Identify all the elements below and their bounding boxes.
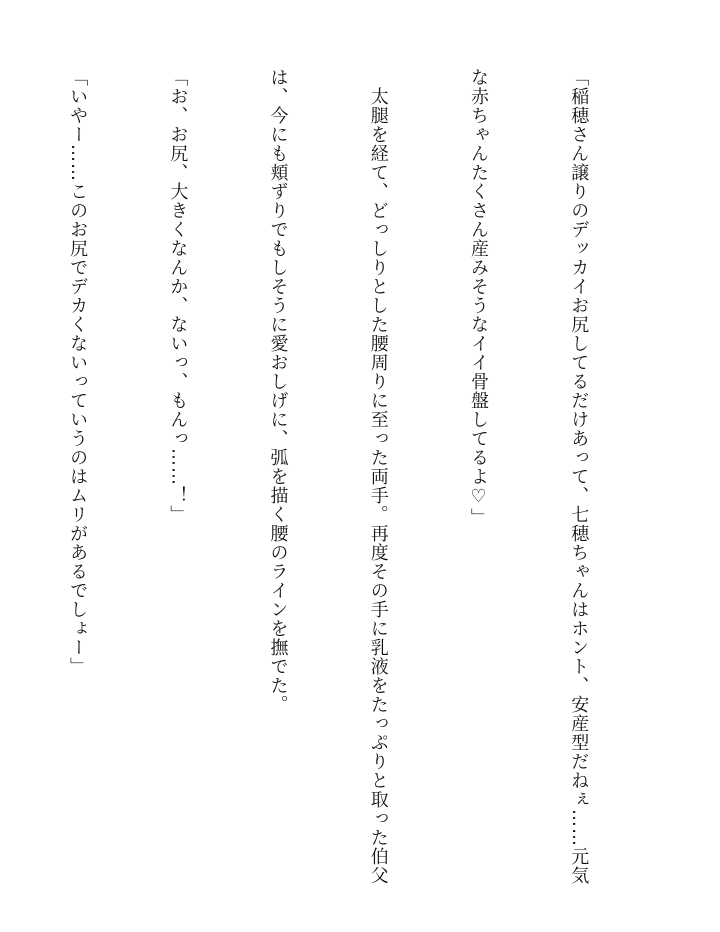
text-line: は、今にも頬ずりでもしそうに愛おしげに、弧を描く腰のラインを撫でた。 <box>267 68 289 714</box>
text-line: 「お、お尻、大きくなんか、ないっ、もんっ……！」 <box>167 68 189 524</box>
text-line: な赤ちゃんたくさん産みそうなイイ骨盤してるよ♡」 <box>467 68 489 527</box>
text-line: 「稲穂さん譲りのデッカイお尻してるだけあって、七穂ちゃんはホント、安産型だねぇ……元気 <box>568 68 590 885</box>
vertical-text-body <box>0 68 662 885</box>
text-line: 「いやー……このお尻でデカくないっていうのはムリがあるでしょー」 <box>67 68 89 676</box>
text-line: 太腿を経て、どっしりとした腰周りに至った両手。再度その手に乳液をたっぷりと取った伯父 <box>367 68 389 885</box>
